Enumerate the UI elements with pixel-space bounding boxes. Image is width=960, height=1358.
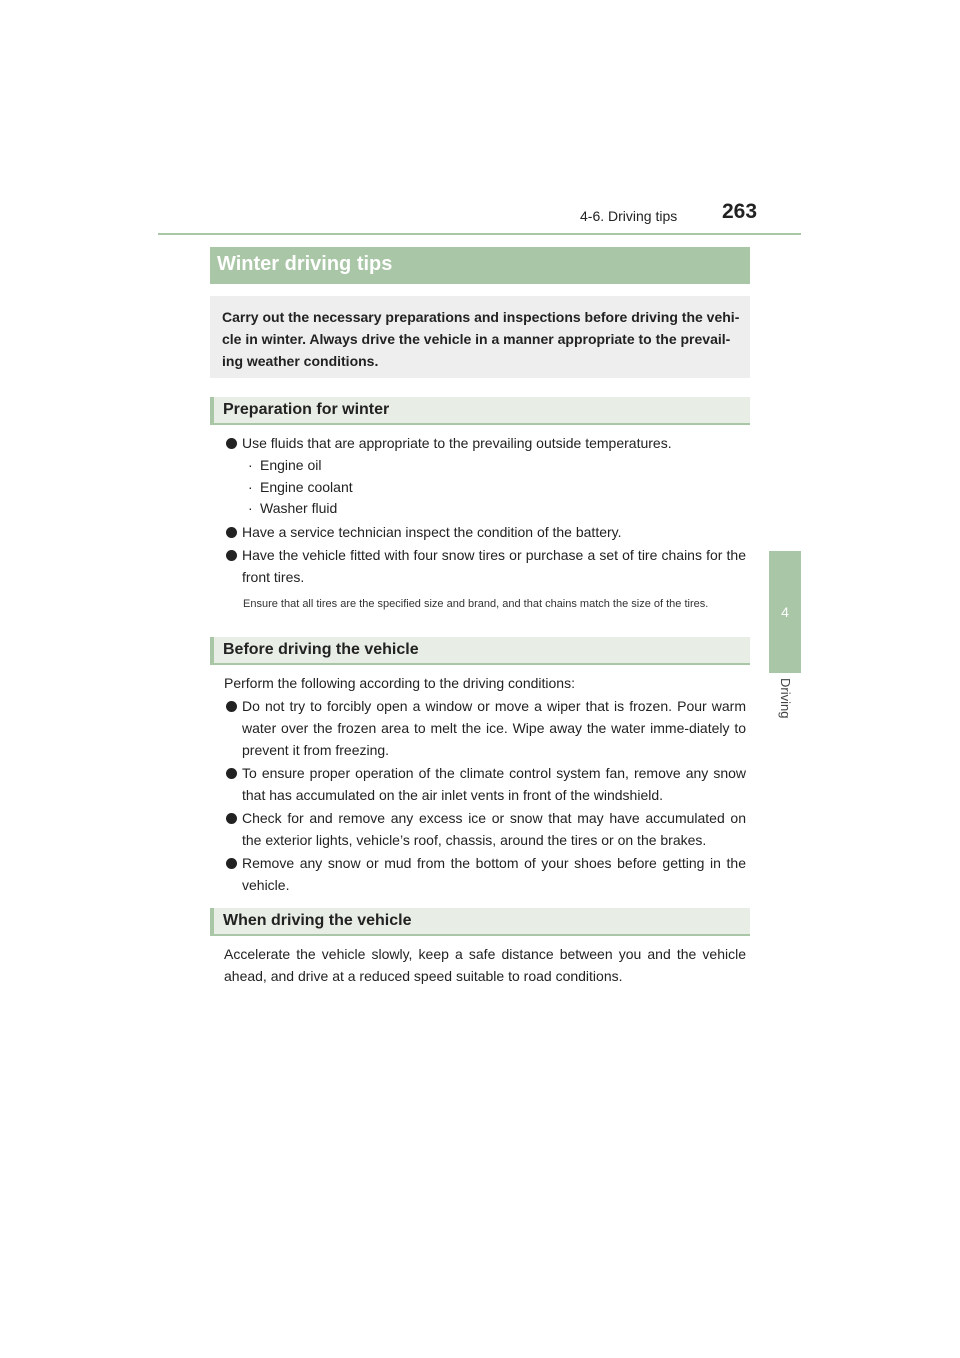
list-item-text: Remove any snow or mud from the bottom of your shoes before getting in the vehicle.	[242, 855, 746, 893]
section-heading-when-driving	[210, 908, 750, 936]
note-text: Ensure that all tires are the specified size and brand, and that chains match the size of the tires.	[243, 598, 709, 610]
page-number: 263	[722, 200, 758, 223]
intro-text: Carry out the necessary preparations and inspections before driving the vehi-cle in winter. Always drive the vehicle in a manner appropriate to the prevail-ing weather conditions.	[222, 309, 740, 369]
section-lead-text: Perform the following according to the driving conditions:	[224, 675, 575, 691]
list-item	[224, 762, 746, 806]
sub-list-item	[248, 454, 322, 476]
bullet-icon	[226, 527, 237, 538]
list-item	[224, 521, 746, 543]
chapter-label-container	[769, 678, 801, 768]
section-heading-before-driving	[210, 637, 750, 665]
bullet-icon	[226, 701, 237, 712]
list-item	[224, 807, 746, 851]
sub-list-item-text: Washer fluid	[260, 500, 338, 516]
middot-icon: ·	[248, 479, 253, 495]
list-item-text: Have a service technician inspect the condition of the battery.	[242, 524, 622, 540]
intro-box	[210, 296, 750, 378]
bullet-icon	[226, 813, 237, 824]
bullet-icon	[226, 768, 237, 779]
list-item	[224, 544, 746, 588]
section-heading-text: When driving the vehicle	[223, 912, 412, 929]
sub-list-item-text: Engine oil	[260, 457, 322, 473]
section-lead-text: Accelerate the vehicle slowly, keep a safe distance between you and the vehicle ahead, and drive at a reduced speed suitable to road conditions.	[224, 946, 746, 984]
list-item	[224, 695, 746, 761]
list-item-text: Use fluids that are appropriate to the prevailing outside temperatures.	[242, 435, 672, 451]
section-heading-text: Preparation for winter	[223, 401, 390, 418]
list-item-text: Do not try to forcibly open a window or move a wiper that is frozen. Pour warm water over the frozen area to melt the ice. Wipe away the water imme-diately to prevent it from freezing.	[242, 698, 746, 758]
list-item-text: Check for and remove any excess ice or snow that may have accumulated on the exterior lights, vehicle’s roof, chassis, around the tires or on the brakes.	[242, 810, 746, 848]
middot-icon: ·	[248, 457, 253, 473]
sub-list-item	[248, 476, 353, 498]
page-title: Winter driving tips	[217, 253, 393, 275]
list-item	[224, 432, 746, 454]
sub-list-item-text: Engine coolant	[260, 479, 353, 495]
section-heading-text: Before driving the vehicle	[223, 641, 419, 658]
chapter-number: 4	[781, 604, 789, 620]
list-item-text: Have the vehicle fitted with four snow tires or purchase a set of tire chains for the front tires.	[242, 547, 746, 585]
header-divider	[158, 233, 801, 235]
section-header: 4-6. Driving tips	[580, 208, 678, 224]
page-title-bar	[210, 247, 750, 284]
chapter-label: Driving	[778, 678, 793, 719]
section-heading-preparation	[210, 397, 750, 425]
bullet-icon	[226, 858, 237, 869]
bullet-icon	[226, 550, 237, 561]
bullet-icon	[226, 438, 237, 449]
chapter-tab	[769, 551, 801, 673]
middot-icon: ·	[248, 500, 253, 516]
list-item	[224, 852, 746, 896]
list-item-text: To ensure proper operation of the climate control system fan, remove any snow that has accumulated on the air inlet vents in front of the windshield.	[242, 765, 746, 803]
sub-list-item	[248, 497, 337, 519]
